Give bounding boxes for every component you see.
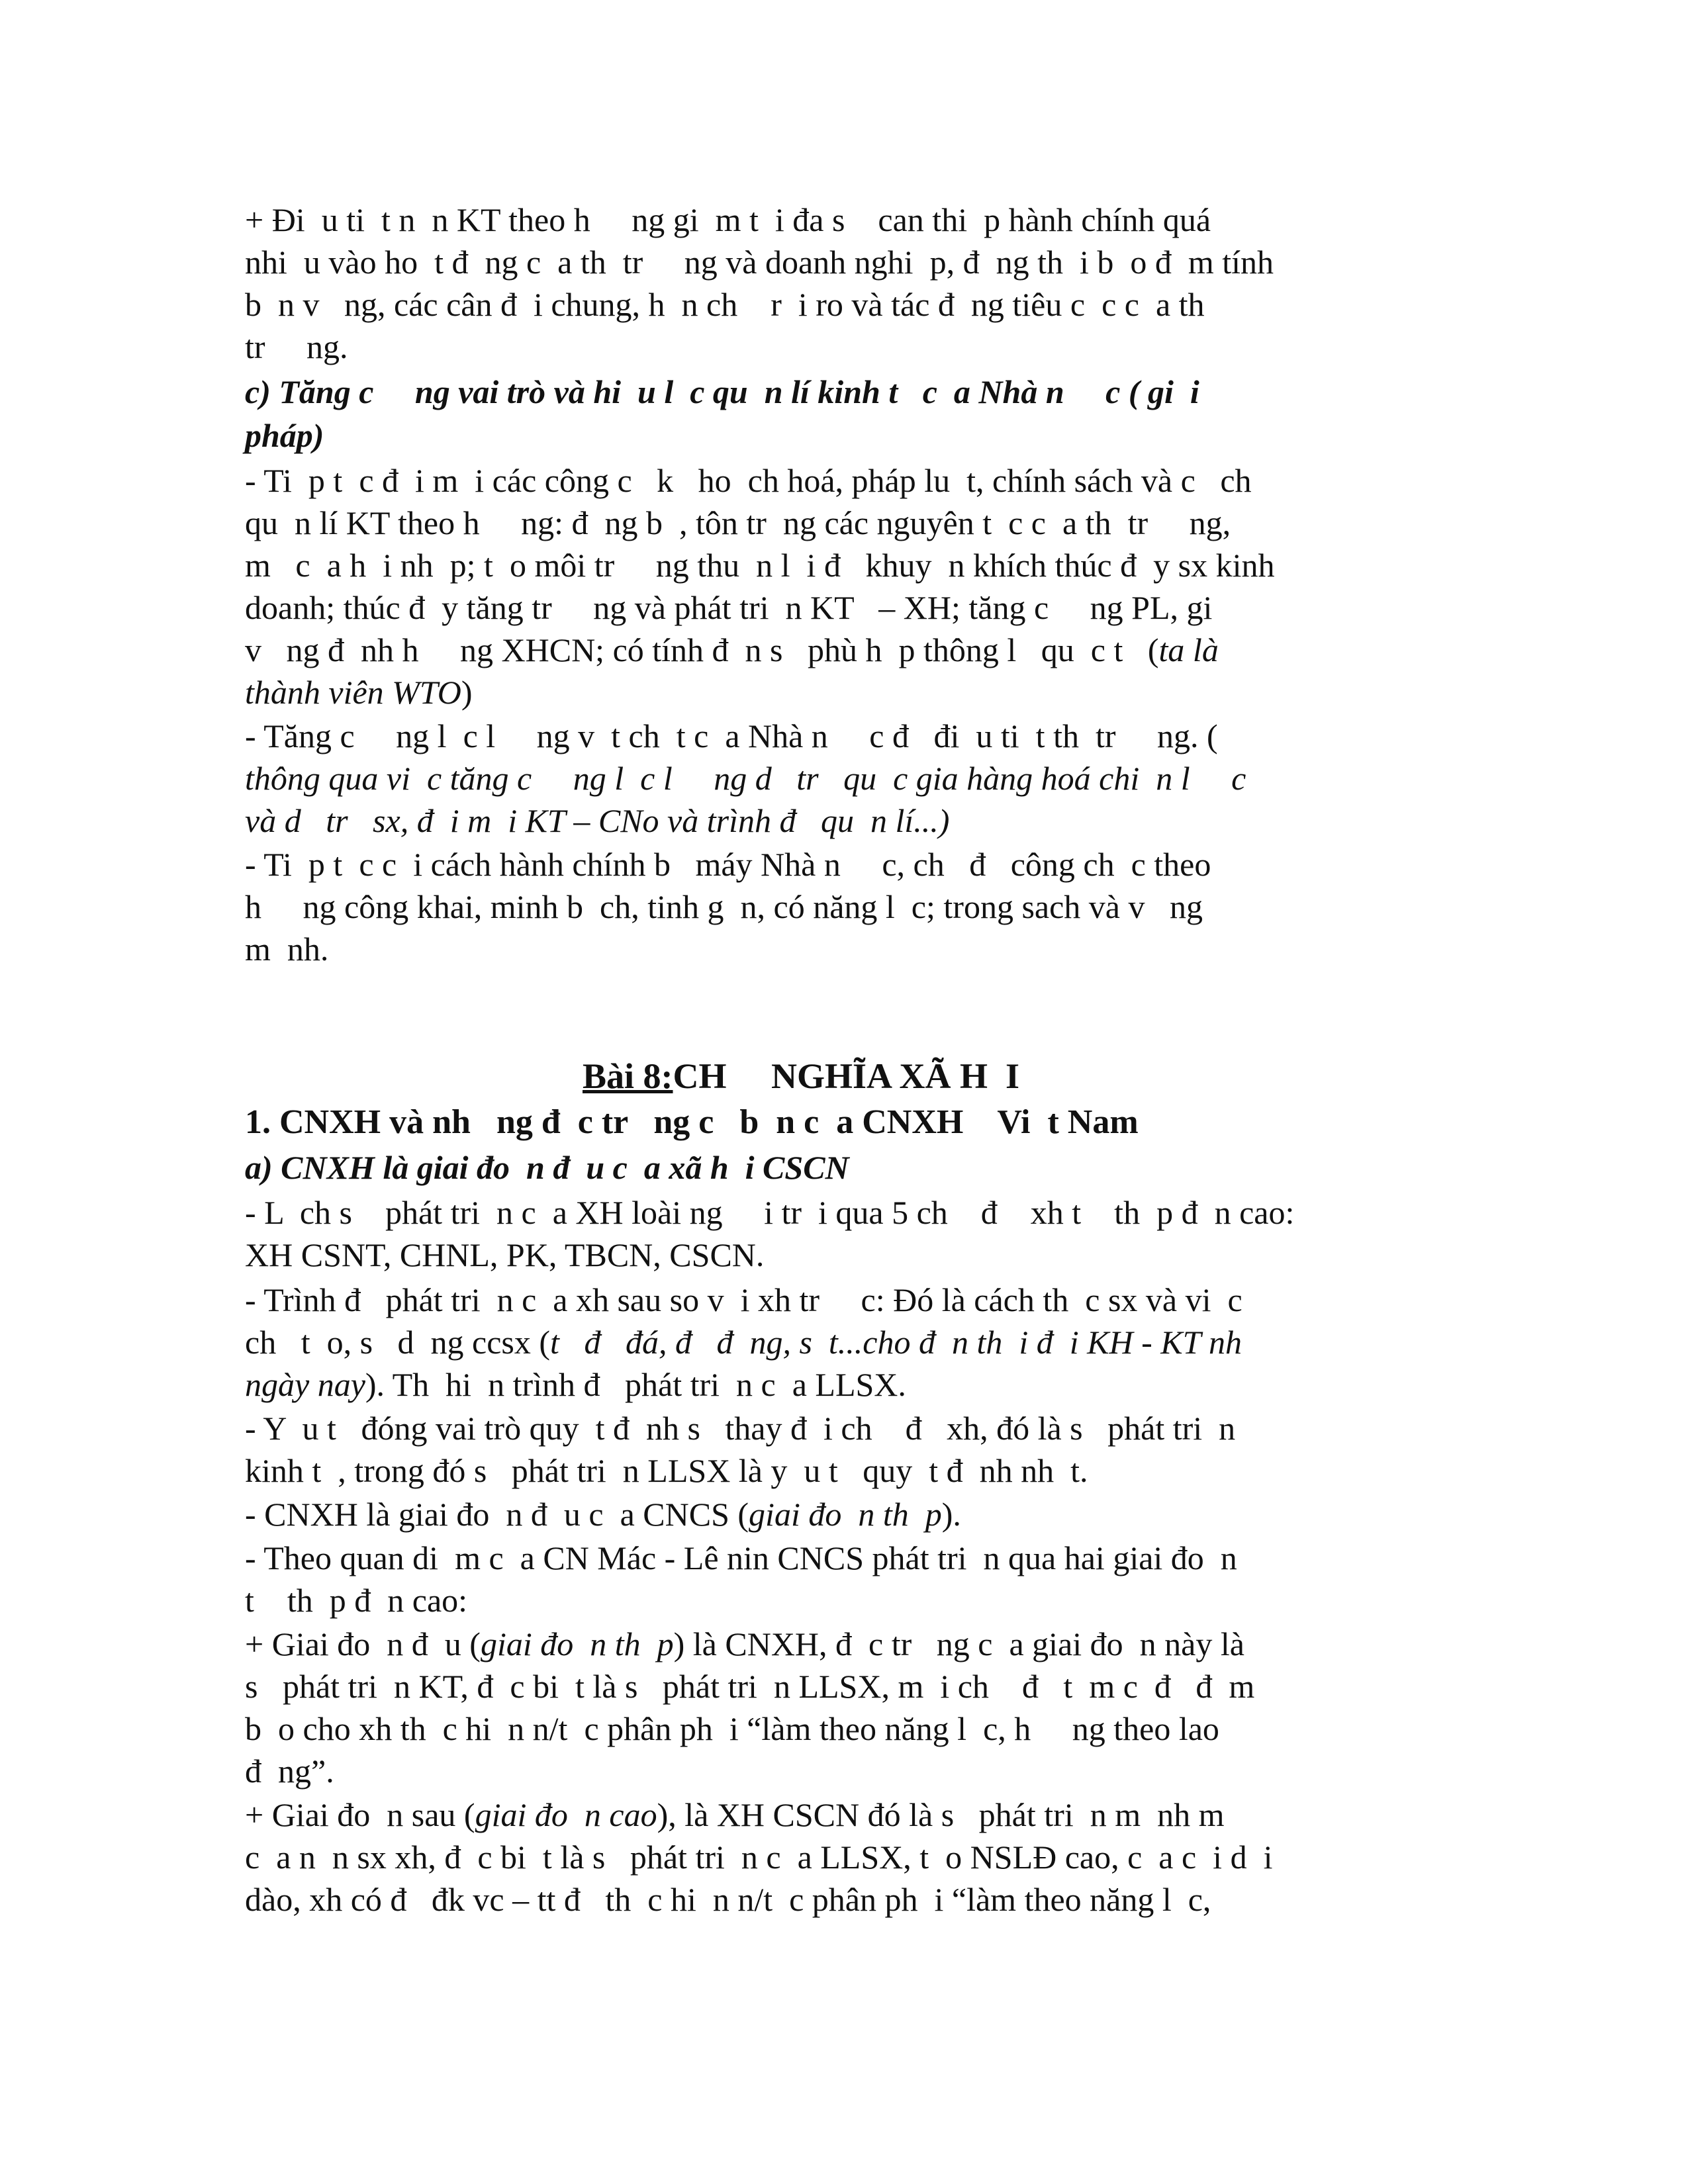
text-line (245, 1794, 1225, 1836)
italic-line: thông qua vi c tăng c ng l c l ng d tr qu c gia hàng hoá chi n l c (245, 760, 1246, 797)
text-line: h ng công khai, minh b ch, tinh g n, có năng l c; trong sach và v ng (245, 888, 1203, 925)
text-line: - Theo quan di m c a CN Mác - Lê nin CNCS phát tri n qua hai giai đo n (245, 1539, 1237, 1576)
text-line: - Ti p t c đ i m i các công c k ho ch hoá, pháp lu t, chính sách và c ch (245, 462, 1252, 499)
text-line: - Trình đ phát tri n c a xh sau so v i xh tr c: Đó là cách th c sx và vi c (245, 1281, 1243, 1318)
italic-segment: ta là (1158, 631, 1219, 668)
lesson-name: CH NGHĨA XÃ H I (673, 1056, 1020, 1096)
section-heading: c) Tăng c ng vai trò và hi u l c qu n lí kinh t c a Nhà n c ( gi i (245, 373, 1199, 410)
text-line (245, 1363, 906, 1406)
text-line (245, 671, 473, 713)
text-line: XH CSNT, CHNL, PK, TBCN, CSCN. (245, 1236, 765, 1273)
text-line: - Ti p t c c i cách hành chính b máy Nhà n c, ch đ công ch c theo (245, 846, 1211, 883)
lesson-number: Bài 8: (583, 1056, 673, 1096)
text-segment: ch t o, s d ng ccsx ( (245, 1324, 551, 1361)
italic-segment: thành viên WTO (245, 674, 461, 711)
text-line: s phát tri n KT, đ c bi t là s phát tri n LLSX, m i ch đ t m c đ đ m (245, 1668, 1255, 1705)
text-line (245, 1493, 961, 1535)
subsection-heading: 1. CNXH và nh ng đ c tr ng c b n c a CNXH Vi t Nam (245, 1103, 1139, 1141)
text-segment: v ng đ nh h ng XHCN; có tính đ n s phù h p thông l qu c t ( (245, 631, 1159, 668)
text-segment: ). (941, 1496, 961, 1533)
text-line: doanh; thúc đ y tăng tr ng và phát tri n KT – XH; tăng c ng PL, gi (245, 589, 1213, 626)
text-segment: ), là XH CSCN đó là s phát tri n m nh m (657, 1796, 1225, 1833)
section-heading-cont: pháp) (245, 417, 324, 454)
text-line: m c a h i nh p; t o môi tr ng thu n l i đ khuy n khích thúc đ y sx kinh (245, 547, 1275, 584)
text-segment: ). Th hi n trình đ phát tri n c a LLSX. (365, 1366, 906, 1403)
italic-segment: giai đo n cao (475, 1796, 657, 1833)
text-segment: ) (461, 674, 473, 711)
lesson-title (583, 1055, 1019, 1097)
text-line: - Y u t đóng vai trò quy t đ nh s thay đ i ch đ xh, đó là s phát tri n (245, 1410, 1236, 1447)
text-line: c a n n sx xh, đ c bi t là s phát tri n c a LLSX, t o NSLĐ cao, c a c i d i (245, 1839, 1273, 1876)
italic-segment: t đ đá, đ đ ng, s t...cho đ n th i đ i KH - KT nh (550, 1324, 1243, 1361)
text-line: tr ng. (245, 328, 348, 365)
text-line: b o cho xh th c hi n n/t c phân ph i “làm theo năng l c, h ng theo lao (245, 1710, 1219, 1747)
text-segment: + Giai đo n sau ( (245, 1796, 475, 1833)
text-line: + Đi u ti t n n KT theo h ng gi m t i đa s can thi p hành chính quá (245, 201, 1211, 238)
text-line: qu n lí KT theo h ng: đ ng b , tôn tr ng các nguyên t c c a th tr ng, (245, 504, 1231, 541)
text-line: - L ch s phát tri n c a XH loài ng i tr i qua 5 ch đ xh t th p đ n cao: (245, 1194, 1295, 1231)
text-line (245, 1321, 1242, 1363)
italic-line: và d tr sx, đ i m i KT – CNo và trình đ qu n lí...) (245, 802, 950, 839)
text-line (245, 1623, 1244, 1665)
text-line: nhi u vào ho t đ ng c a th tr ng và doanh nghi p, đ ng th i b o đ m tính (245, 244, 1274, 281)
text-line (245, 629, 1219, 671)
text-segment: + Giai đo n đ u ( (245, 1625, 481, 1662)
text-line: kinh t , trong đó s phát tri n LLSX là y u t quy t đ nh nh t. (245, 1452, 1088, 1489)
italic-segment: giai đo n th p (749, 1496, 942, 1533)
text-line: b n v ng, các cân đ i chung, h n ch r i ro và tác đ ng tiêu c c c a th (245, 286, 1205, 323)
text-line: - Tăng c ng l c l ng v t ch t c a Nhà n c đ đi u ti t th tr ng. ( (245, 717, 1218, 754)
subsection-heading-a: a) CNXH là giai đo n đ u c a xã h i CSCN (245, 1149, 849, 1186)
text-segment: ) là CNXH, đ c tr ng c a giai đo n này là (673, 1625, 1244, 1662)
italic-segment: giai đo n th p (480, 1625, 674, 1662)
text-line: dào, xh có đ đk vc – tt đ th c hi n n/t c phân ph i “làm theo năng l c, (245, 1881, 1211, 1918)
text-line: m nh. (245, 931, 329, 968)
text-segment: - CNXH là giai đo n đ u c a CNCS ( (245, 1496, 749, 1533)
text-line: t th p đ n cao: (245, 1582, 468, 1619)
italic-segment: ngày nay (245, 1366, 365, 1403)
text-line: đ ng”. (245, 1752, 334, 1790)
